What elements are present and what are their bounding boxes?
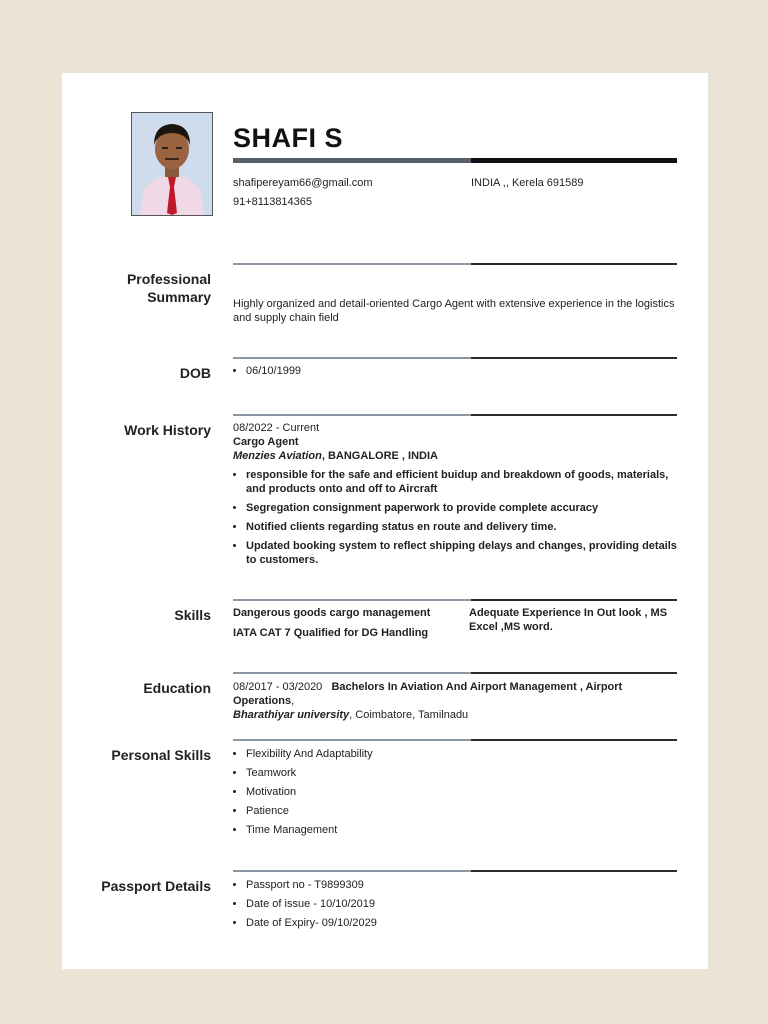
education-degree: Bachelors In Aviation And Airport Management , Airport Operations: [233, 681, 623, 707]
skill-item: Dangerous goods cargo management: [233, 607, 431, 619]
dob-value: • 06/10/1999: [246, 364, 686, 378]
education-heading: Education: [143, 680, 211, 696]
skill-item: IATA CAT 7 Qualified for DG Handling: [233, 627, 429, 639]
work-duties-list: [233, 468, 686, 572]
personal-skill-item: • Motivation: [246, 785, 686, 799]
passport-item: • Date of Expiry- 09/10/2029: [246, 916, 686, 930]
education-dates: 08/2017 - 03/2020: [233, 681, 323, 693]
dob-heading: DOB: [179, 365, 211, 381]
personal-skills-list: [233, 747, 686, 842]
education-school: Bharathiyar university: [233, 709, 350, 721]
section-divider: [233, 739, 677, 741]
section-divider: [233, 599, 677, 601]
candidate-name: SHAFI S: [233, 123, 344, 153]
personal-skill-item: • Flexibility And Adaptability: [246, 747, 686, 761]
name-underline: [233, 158, 677, 163]
dob-list: [233, 364, 686, 383]
location-text: INDIA ,, Kerela 691589: [471, 177, 584, 189]
section-divider: [233, 357, 677, 359]
education-entry: 08/2017 - 03/2020 Bachelors In Aviation And Airport Management , Airport Operations, Bharathiyar university, Coimbatore, Tamilnadu: [233, 681, 623, 721]
person-photo-icon: [132, 113, 212, 215]
personal-skill-item: • Teamwork: [246, 766, 686, 780]
job-title: Cargo Agent: [233, 436, 299, 448]
duty-item: • Segregation consignment paperwork to provide complete accuracy: [246, 501, 686, 515]
skill-item: Adequate Experience In Out look , MS Excel ,MS word.: [469, 607, 668, 633]
education-place: , Coimbatore, Tamilnadu: [349, 709, 469, 721]
section-divider: [233, 672, 677, 674]
company-place: , BANGALORE , INDIA: [321, 450, 438, 462]
passport-heading: Passport Details: [101, 878, 211, 894]
passport-list: [233, 878, 686, 935]
duty-item: • Notified clients regarding status en route and delivery time.: [246, 520, 686, 534]
summary-text: Highly organized and detail-oriented Cargo Agent with extensive experience in the logistics and supply chain field: [233, 298, 675, 324]
section-divider: [233, 870, 677, 872]
company-name: Menzies Aviation: [233, 450, 322, 462]
work-history-heading: Work History: [124, 422, 211, 438]
personal-skills-heading: Personal Skills: [111, 747, 211, 763]
skills-heading: Skills: [174, 607, 211, 623]
work-dates: 08/2022 - Current: [233, 422, 320, 434]
profile-photo: [131, 112, 213, 216]
email-text: shafipereyam66@gmail.com: [233, 177, 373, 189]
section-divider: [233, 414, 677, 416]
section-divider: [233, 263, 677, 265]
phone-text: 91+8113814365: [233, 196, 313, 208]
resume-page: [62, 73, 708, 969]
duty-item: • responsible for the safe and efficient buidup and breakdown of goods, materials, and products onto and off to Aircraft: [246, 468, 686, 496]
passport-item: • Passport no - T9899309: [246, 878, 686, 892]
summary-heading: Professional Summary: [126, 271, 211, 305]
personal-skill-item: • Patience: [246, 804, 686, 818]
personal-skill-item: • Time Management: [246, 823, 686, 837]
duty-item: • Updated booking system to reflect shipping delays and changes, providing details to customers.: [246, 539, 686, 567]
employer: [233, 449, 677, 463]
passport-item: • Date of issue - 10/10/2019: [246, 897, 686, 911]
